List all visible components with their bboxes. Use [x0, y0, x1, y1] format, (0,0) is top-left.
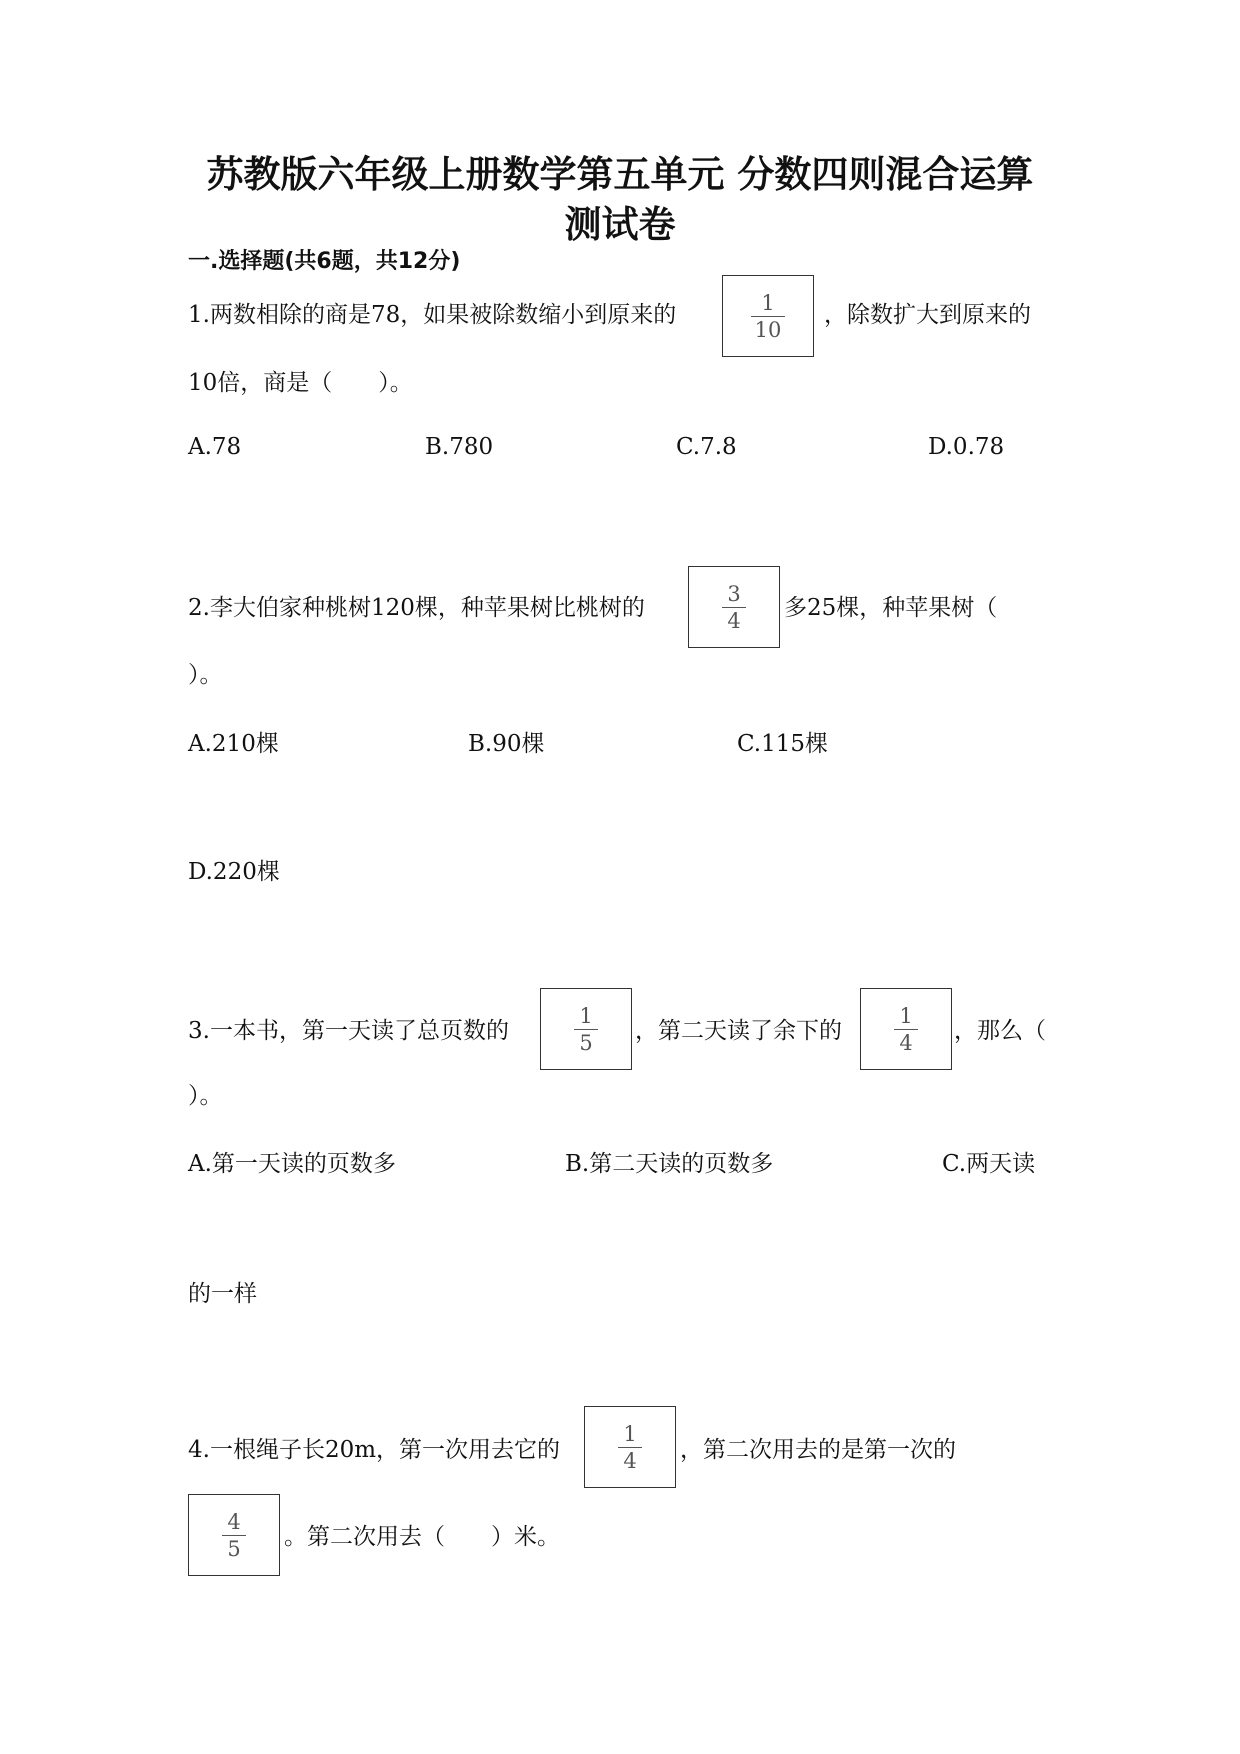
q3-option-c-continued: 的一样 — [188, 1281, 257, 1307]
fraction-numerator: 1 — [899, 1003, 913, 1028]
fraction-numerator: 1 — [623, 1421, 637, 1446]
q2-text-a: 2.李大伯家种桃树120棵，种苹果树比桃树的 — [188, 595, 645, 621]
q3-text-c: ，那么（ — [954, 1018, 1046, 1044]
q3-text-b: ，第二天读了余下的 — [635, 1018, 842, 1044]
q3-text-a: 3.一本书，第一天读了总页数的 — [188, 1018, 509, 1044]
fraction-numerator: 3 — [727, 581, 741, 606]
q4-fraction-box-2 — [188, 1494, 280, 1576]
section-heading: 一.选择题(共6题，共12分) — [188, 249, 461, 274]
fraction-denominator: 5 — [579, 1030, 593, 1055]
q3-option-b: B.第二天读的页数多 — [565, 1151, 774, 1177]
fraction-numerator: 1 — [579, 1003, 593, 1028]
q1-fraction-box — [722, 275, 814, 357]
q3-fraction-box-2 — [860, 988, 952, 1070]
title-line-1: 苏教版六年级上册数学第五单元 分数四则混合运算 — [206, 153, 1034, 196]
q1-option-a: A.78 — [188, 434, 242, 460]
q2-option-b: B.90棵 — [468, 731, 545, 757]
q1-option-b: B.780 — [425, 434, 494, 460]
q2-option-d: D.220棵 — [188, 859, 280, 885]
fraction-denominator: 4 — [623, 1448, 637, 1473]
q1-text-c: 10倍，商是（ ）。 — [188, 370, 413, 396]
q4-text-a: 4.一根绳子长20m，第一次用去它的 — [188, 1437, 561, 1463]
q3-option-a: A.第一天读的页数多 — [188, 1151, 396, 1177]
q1-option-d: D.0.78 — [928, 434, 1005, 460]
fraction-denominator: 5 — [227, 1536, 241, 1561]
q3-fraction-box-1 — [540, 988, 632, 1070]
fraction-bar — [574, 1029, 598, 1030]
fraction-numerator: 4 — [227, 1509, 241, 1534]
q4-fraction-box-1 — [584, 1406, 676, 1488]
q3-option-c: C.两天读 — [942, 1151, 1036, 1177]
q3-text-d: ）。 — [188, 1083, 223, 1109]
q2-text-c: ）。 — [188, 662, 223, 688]
fraction-numerator: 1 — [761, 290, 775, 315]
fraction-denominator: 10 — [754, 317, 782, 342]
page-title — [160, 150, 1080, 250]
q2-fraction-box — [688, 566, 780, 648]
fraction-bar — [618, 1447, 642, 1448]
q2-option-a: A.210棵 — [188, 731, 279, 757]
title-line-2: 测试卷 — [564, 203, 676, 246]
q4-text-b: ，第二次用去的是第一次的 — [680, 1437, 956, 1463]
fraction-denominator: 4 — [727, 608, 741, 633]
q1-option-c: C.7.8 — [676, 434, 737, 460]
q2-option-c: C.115棵 — [737, 731, 828, 757]
fraction-bar — [722, 607, 746, 608]
q2-text-b: 多25棵，种苹果树（ — [784, 595, 998, 621]
q4-text-c: 。第二次用去（ ）米。 — [284, 1524, 560, 1550]
fraction-bar — [751, 316, 785, 317]
fraction-bar — [222, 1535, 246, 1536]
fraction-denominator: 4 — [899, 1030, 913, 1055]
q1-text-a: 1.两数相除的商是78，如果被除数缩小到原来的 — [188, 302, 677, 328]
q1-text-b: ，除数扩大到原来的 — [824, 302, 1031, 328]
fraction-bar — [894, 1029, 918, 1030]
